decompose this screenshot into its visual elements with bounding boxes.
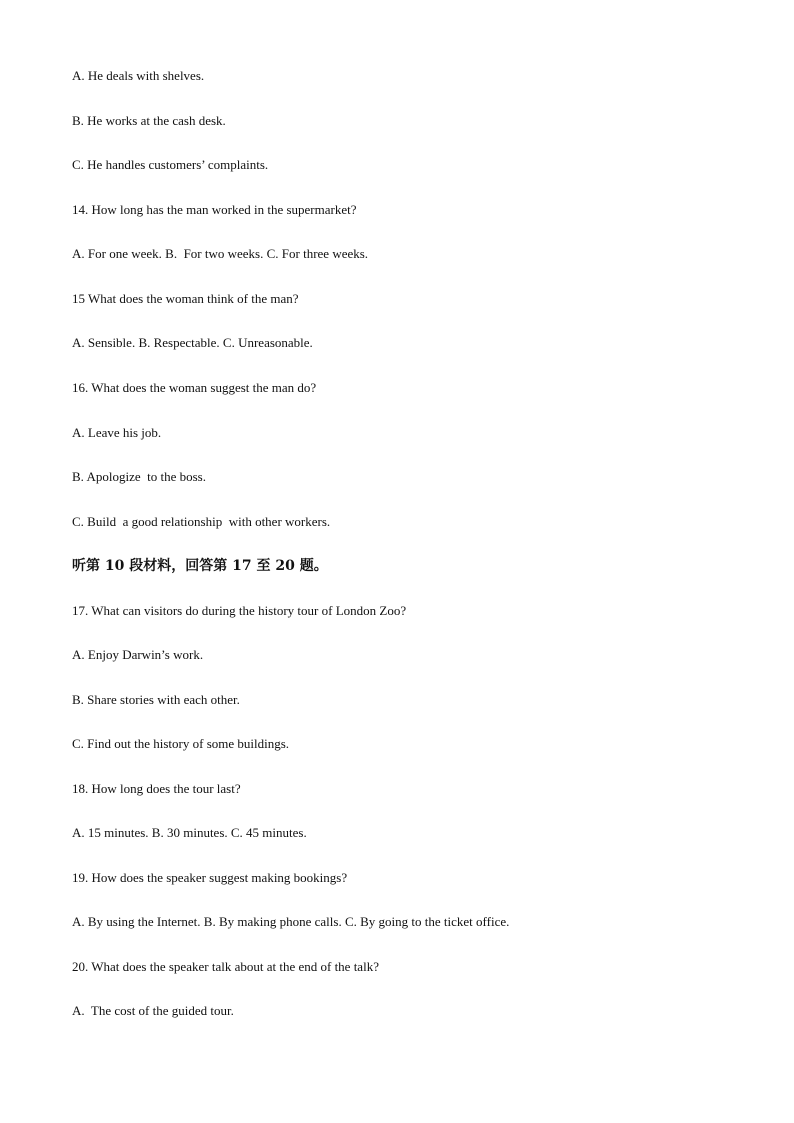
options-15: A. Sensible. B. Respectable. C. Unreasonable.	[72, 335, 313, 350]
question-18: 18. How long does the tour last?	[72, 781, 241, 796]
option-13b: B. He works at the cash desk.	[72, 113, 226, 128]
option-16a: A. Leave his job.	[72, 425, 162, 440]
option-16b: B. Apologize to the boss.	[72, 469, 206, 484]
question-19: 19. How does the speaker suggest making bookings?	[72, 870, 348, 885]
question-14: 14. How long has the man worked in the supermarket?	[72, 202, 357, 217]
question-16: 16. What does the woman suggest the man do?	[72, 380, 317, 395]
question-17: 17. What can visitors do during the history tour of London Zoo?	[72, 603, 407, 618]
section-heading: 听第 10 段材料，回答第 17 至 20 题。	[72, 558, 328, 574]
options-19: A. By using the Internet. B. By making phone calls. C. By going to the ticket office.	[72, 914, 510, 929]
option-17c: C. Find out the history of some buildings.	[72, 736, 290, 751]
options-18: A. 15 minutes. B. 30 minutes. C. 45 minutes.	[72, 825, 307, 840]
question-15: 15 What does the woman think of the man?	[72, 291, 299, 306]
option-17b: B. Share stories with each other.	[72, 692, 240, 707]
options-14: A. For one week. B. For two weeks. C. For three weeks.	[72, 246, 369, 261]
option-13c: C. He handles customers’ complaints.	[72, 157, 269, 172]
question-20: 20. What does the speaker talk about at the end of the talk?	[72, 959, 379, 974]
option-16c: C. Build a good relationship with other workers.	[72, 514, 331, 529]
option-20a: A. The cost of the guided tour.	[72, 1003, 234, 1018]
option-17a: A. Enjoy Darwin’s work.	[72, 647, 204, 662]
option-13a: A. He deals with shelves.	[72, 68, 205, 83]
